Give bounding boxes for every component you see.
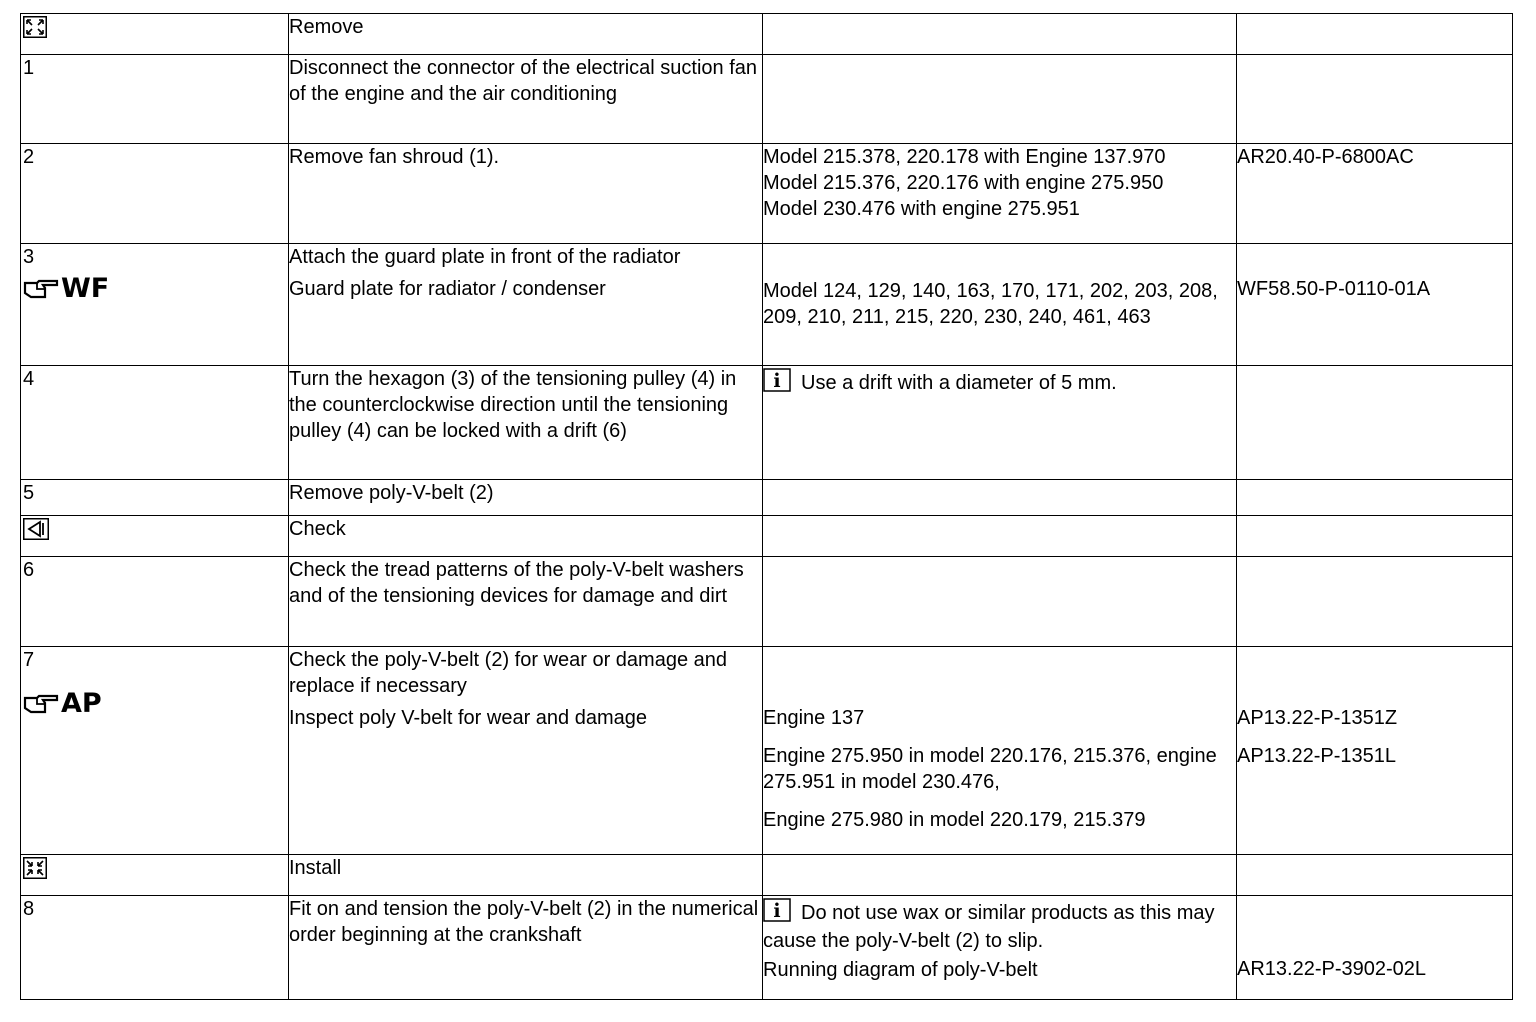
table-row [21, 244, 1513, 366]
info-icon [763, 368, 791, 392]
table-row [21, 855, 1513, 896]
sub-step-text: Guard plate for radiator / condenser [289, 278, 606, 300]
section-title: Check [289, 518, 346, 540]
step-number: 3 [23, 246, 35, 268]
document-reference-link[interactable]: AP13.22-P-1351Z [1237, 707, 1398, 729]
work-info-reference[interactable] [23, 274, 288, 304]
model-note: Running diagram of poly-V-belt [763, 959, 1038, 981]
document-reference-link[interactable]: AR20.40-P-6800AC [1237, 146, 1414, 168]
install-section-icon [23, 857, 49, 879]
svg-text:i: i [773, 900, 781, 922]
table-row [21, 647, 1513, 855]
section-title: Install [289, 857, 342, 879]
section-title: Remove [289, 16, 364, 38]
step-number: 2 [23, 146, 35, 168]
table-row [21, 366, 1513, 480]
step-text: Turn the hexagon (3) of the tensioning pulley (4) in the counterclockwise direction until the tensioning pulley (4) can be locked with a drift (6) [289, 368, 737, 442]
step-text: Remove fan shroud (1). [289, 146, 500, 168]
svg-text:i: i [773, 370, 781, 392]
step-number: 4 [23, 368, 35, 390]
model-note: Engine 137 [763, 707, 865, 729]
check-section-icon [23, 518, 49, 540]
remove-section-icon [23, 16, 49, 38]
step-number: 7 [23, 649, 35, 671]
step-text: Attach the guard plate in front of the radiator [289, 246, 681, 268]
pointing-hand-icon [23, 279, 59, 299]
pointing-hand-icon [23, 694, 59, 714]
document-reference-link[interactable]: WF58.50-P-0110-01A [1237, 278, 1431, 300]
model-note: Model 124, 129, 140, 163, 170, 171, 202, 203, 208, 209, 210, 211, 215, 220, 230, 240, 461, 463 [763, 280, 1218, 328]
step-text: Check the poly-V-belt (2) for wear or damage and replace if necessary [289, 649, 727, 697]
table-row [21, 55, 1513, 144]
step-number: 1 [23, 57, 35, 79]
step-text: Fit on and tension the poly-V-belt (2) in the numerical order beginning at the crankshaft [289, 898, 759, 946]
table-row [21, 896, 1513, 1000]
procedure-table [20, 13, 1513, 1000]
step-number: 8 [23, 898, 35, 920]
info-note: Use a drift with a diameter of 5 mm. [801, 372, 1117, 394]
work-info-label: WF [61, 273, 110, 304]
model-note: Model 215.378, 220.178 with Engine 137.970 [763, 146, 1166, 168]
info-icon [763, 898, 791, 922]
document-reference-link[interactable]: AP13.22-P-1351L [1237, 745, 1397, 767]
table-row [21, 480, 1513, 516]
model-note: Engine 275.950 in model 220.176, 215.376, engine 275.951 in model 230.476, [763, 745, 1217, 793]
table-row [21, 14, 1513, 55]
table-row [21, 557, 1513, 647]
work-info-reference[interactable] [23, 689, 288, 719]
info-note: Do not use wax or similar products as this may cause the poly-V-belt (2) to slip. [763, 902, 1215, 952]
step-text: Check the tread patterns of the poly-V-belt washers and of the tensioning devices for damage and dirt [289, 559, 744, 607]
model-note: Model 215.376, 220.176 with engine 275.950 [763, 172, 1164, 194]
table-row [21, 516, 1513, 557]
model-note: Model 230.476 with engine 275.951 [763, 198, 1080, 220]
model-note: Engine 275.980 in model 220.179, 215.379 [763, 809, 1146, 831]
sub-step-text: Inspect poly V-belt for wear and damage [289, 707, 647, 729]
document-reference-link[interactable]: AR13.22-P-3902-02L [1237, 958, 1427, 980]
work-info-label: AP [61, 688, 102, 719]
step-text: Disconnect the connector of the electrical suction fan of the engine and the air conditioning [289, 57, 758, 105]
step-number: 6 [23, 559, 35, 581]
table-row [21, 144, 1513, 244]
step-text: Remove poly-V-belt (2) [289, 482, 494, 504]
step-number: 5 [23, 482, 35, 504]
